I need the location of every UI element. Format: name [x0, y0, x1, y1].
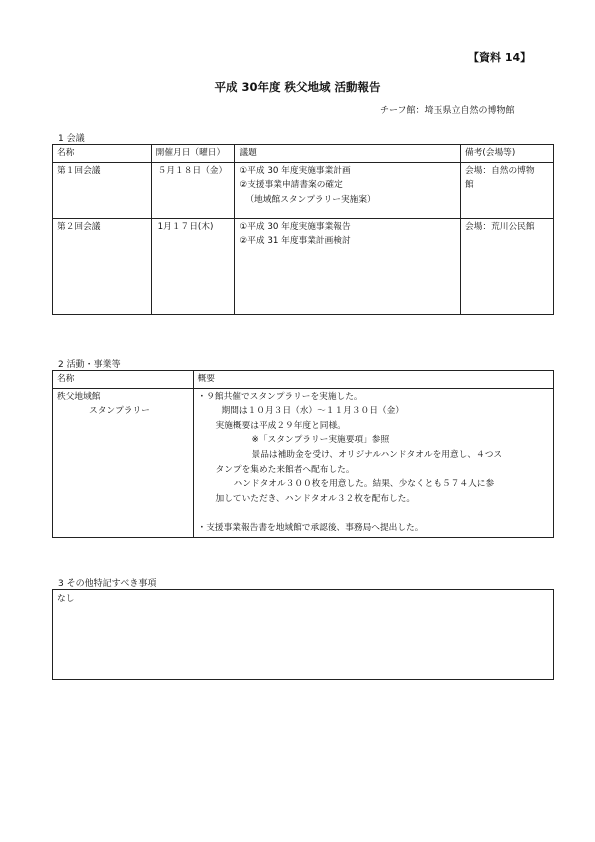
summary-line: ハンドタオル３００枚を用意した。結果、少なくとも５７４人に参	[233, 479, 495, 490]
summary-line: ・支援事業報告書を地域館で承認後、事務局へ提出した。	[197, 522, 424, 533]
summary-line: 期間は１０月３日（水）～１１月３０日（金）	[221, 406, 404, 417]
note-line: 館	[465, 180, 474, 191]
agenda-line: ②平成 31 年度事業計画検討	[239, 236, 351, 247]
table-row	[53, 162, 554, 218]
summary-line: 景品は補助金を受け、オリジナルハンドタオルを用意し、４つス	[251, 449, 503, 460]
summary-line: 加していただき、ハンドタオル３２枚を配布した。	[215, 493, 416, 504]
notes-box	[52, 589, 554, 680]
agenda-line: （地域館スタンプラリー実施案）	[245, 194, 376, 205]
summary-line: ※「スタンプラリー実施要項」参照	[251, 435, 390, 446]
meeting-date: ５月１８日（金）	[151, 162, 235, 218]
meeting-note	[461, 218, 554, 314]
summary-line: タンプを集めた来館者へ配布した。	[215, 464, 355, 475]
table-row	[53, 388, 554, 537]
meeting-agenda	[235, 162, 461, 218]
activity-name	[53, 388, 194, 537]
notes-content: なし	[57, 594, 75, 604]
section2-heading: 2 活動・事業等	[58, 360, 121, 370]
header-note: 備考(会場等)	[461, 145, 554, 163]
agenda-line: ①平成 30 年度実施事業報告	[239, 221, 351, 232]
note-line: 会場：自然の博物	[465, 165, 535, 176]
section3-heading: 3 その他特記すべき事項	[58, 579, 157, 589]
meeting-name: 第２回会議	[53, 218, 152, 314]
note-line: 会場：荒川公民館	[465, 221, 535, 232]
meeting-date: 1月１７日(木)	[151, 218, 235, 314]
activity-summary	[193, 388, 553, 537]
page-title: 平成 30年度 秩父地域 活動報告	[214, 80, 381, 94]
activity-name-line: 秩父地域館	[57, 391, 101, 402]
activities-table	[52, 370, 554, 538]
meeting-name: 第１回会議	[53, 162, 152, 218]
header-agenda: 議題	[235, 145, 461, 163]
table-row	[53, 218, 554, 314]
header-name: 名称	[53, 371, 194, 389]
meeting-note	[461, 162, 554, 218]
summary-line	[198, 506, 549, 521]
summary-line: 実施概要は平成２９年度と同様。	[215, 420, 346, 431]
activity-name-line: スタンプラリー	[89, 406, 150, 417]
agenda-line: ①平成 30 年度実施事業計画	[239, 165, 351, 176]
meeting-agenda	[235, 218, 461, 314]
summary-line: ・９館共催でスタンプラリーを実施した。	[197, 391, 363, 402]
header-date: 開催月日（曜日）	[151, 145, 235, 163]
section1-heading: 1 会議	[58, 134, 85, 144]
activities-table-header	[53, 371, 554, 389]
meetings-table-header	[53, 145, 554, 163]
chief-museum-line: チーフ館：埼玉県立自然の博物館	[380, 106, 515, 116]
agenda-line: ②支援事業申請書案の確定	[239, 180, 343, 191]
header-summary: 概要	[193, 371, 553, 389]
header-name: 名称	[53, 145, 152, 163]
document-label: 【資料 14】	[468, 51, 532, 64]
meetings-table	[52, 144, 554, 315]
